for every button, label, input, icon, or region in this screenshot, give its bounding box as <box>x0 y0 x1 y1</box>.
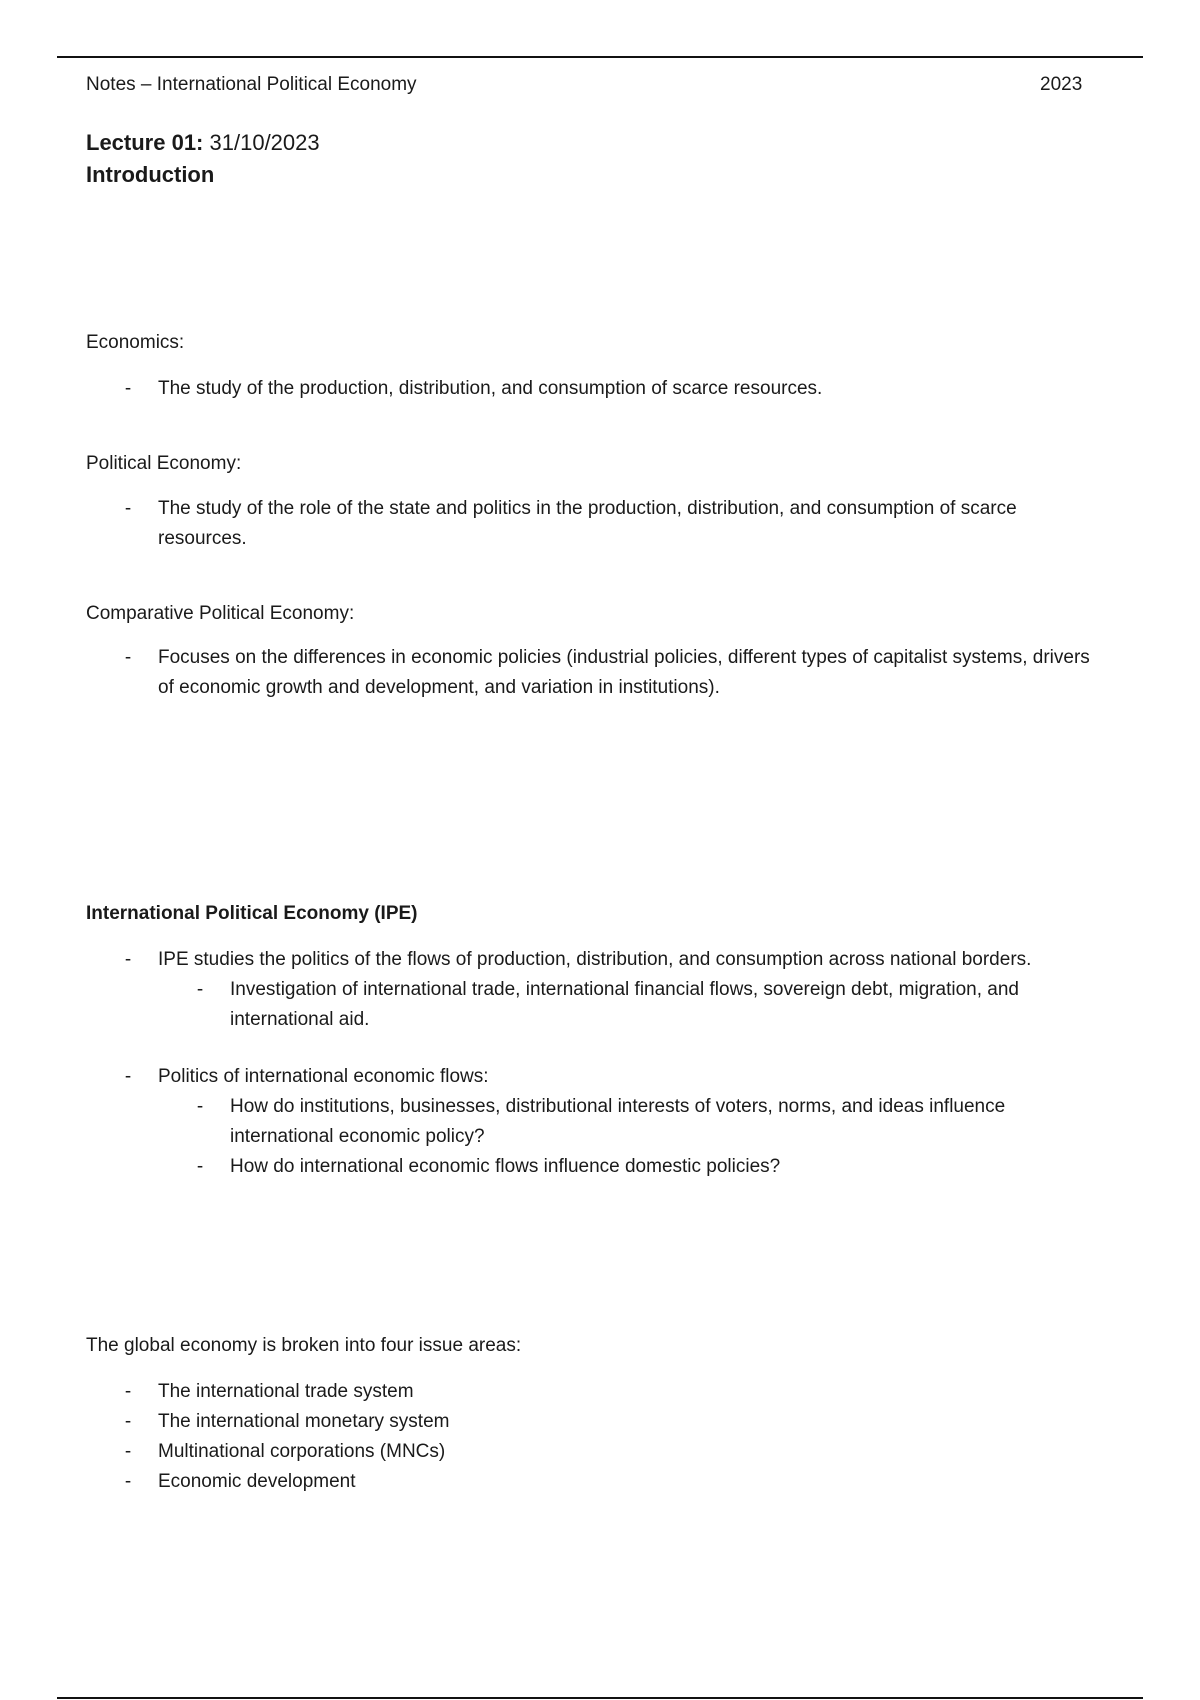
list-item-text: The international trade system <box>158 1381 414 1402</box>
list-item <box>0 945 1200 975</box>
issue-areas-list <box>0 1377 1200 1497</box>
list-item-text: Politics of international economic flows: <box>158 1066 489 1087</box>
comparative-heading: Comparative Political Economy: <box>86 603 355 624</box>
lecture-date: 31/10/2023 <box>209 130 320 155</box>
bullet-marker: - <box>124 949 132 970</box>
bottom-rule <box>57 1697 1143 1699</box>
bullet-marker: - <box>124 498 132 519</box>
bullet-marker: - <box>196 1156 204 1177</box>
document-header-title: Notes – International Political Economy <box>86 74 417 95</box>
bullet-marker: - <box>196 1096 204 1117</box>
list-item <box>0 1407 1200 1437</box>
ipe-heading: International Political Economy (IPE) <box>86 903 418 924</box>
bullet-marker: - <box>124 1441 132 1462</box>
list-subitem <box>0 975 1200 1035</box>
list-item <box>0 1437 1200 1467</box>
list-item-text: Focuses on the differences in economic policies (industrial policies, different types of capitalist systems, drivers of economic growth and development, and variation in institutions). <box>158 647 1090 698</box>
bullet-marker: - <box>124 1411 132 1432</box>
list-item-text: IPE studies the politics of the flows of production, distribution, and consumption across national borders. <box>158 949 1032 970</box>
list-item <box>0 494 1200 554</box>
list-item-text: The study of the production, distribution, and consumption of scarce resources. <box>158 378 823 399</box>
top-rule <box>57 56 1143 58</box>
list-subitem-text: How do international economic flows influence domestic policies? <box>230 1156 781 1177</box>
lecture-line <box>86 130 320 156</box>
document-header-year: 2023 <box>1040 74 1083 95</box>
bullet-marker: - <box>124 1471 132 1492</box>
list-subitem <box>0 1152 1200 1182</box>
bullet-marker: - <box>124 1066 132 1087</box>
list-subitem <box>0 1092 1200 1152</box>
bullet-marker: - <box>124 1381 132 1402</box>
comparative-list <box>0 643 1200 703</box>
list-item-text: The study of the role of the state and politics in the production, distribution, and consumption of scarce resources. <box>158 498 1017 549</box>
bullet-marker: - <box>124 378 132 399</box>
list-subitem-text: Investigation of international trade, international financial flows, sovereign debt, migration, and international aid. <box>230 979 1019 1030</box>
political-economy-list <box>0 494 1200 554</box>
ipe-list-2 <box>0 1062 1200 1182</box>
list-item-text: The international monetary system <box>158 1411 450 1432</box>
lecture-topic: Introduction <box>86 162 215 187</box>
list-item-text: Economic development <box>158 1471 356 1492</box>
list-item <box>0 1377 1200 1407</box>
list-item-text: Multinational corporations (MNCs) <box>158 1441 446 1462</box>
bullet-marker: - <box>124 647 132 668</box>
global-economy-intro: The global economy is broken into four issue areas: <box>86 1335 522 1356</box>
economics-heading: Economics: <box>86 332 185 353</box>
list-item <box>0 1467 1200 1497</box>
political-economy-heading: Political Economy: <box>86 453 242 474</box>
list-item <box>0 374 1200 404</box>
list-subitem-text: How do institutions, businesses, distributional interests of voters, norms, and ideas influence international economic policy? <box>230 1096 1006 1147</box>
list-item <box>0 1062 1200 1092</box>
list-item <box>0 643 1200 703</box>
bullet-marker: - <box>196 979 204 1000</box>
ipe-list-1 <box>0 945 1200 1035</box>
economics-list <box>0 374 1200 404</box>
lecture-label: Lecture 01: <box>86 130 204 155</box>
